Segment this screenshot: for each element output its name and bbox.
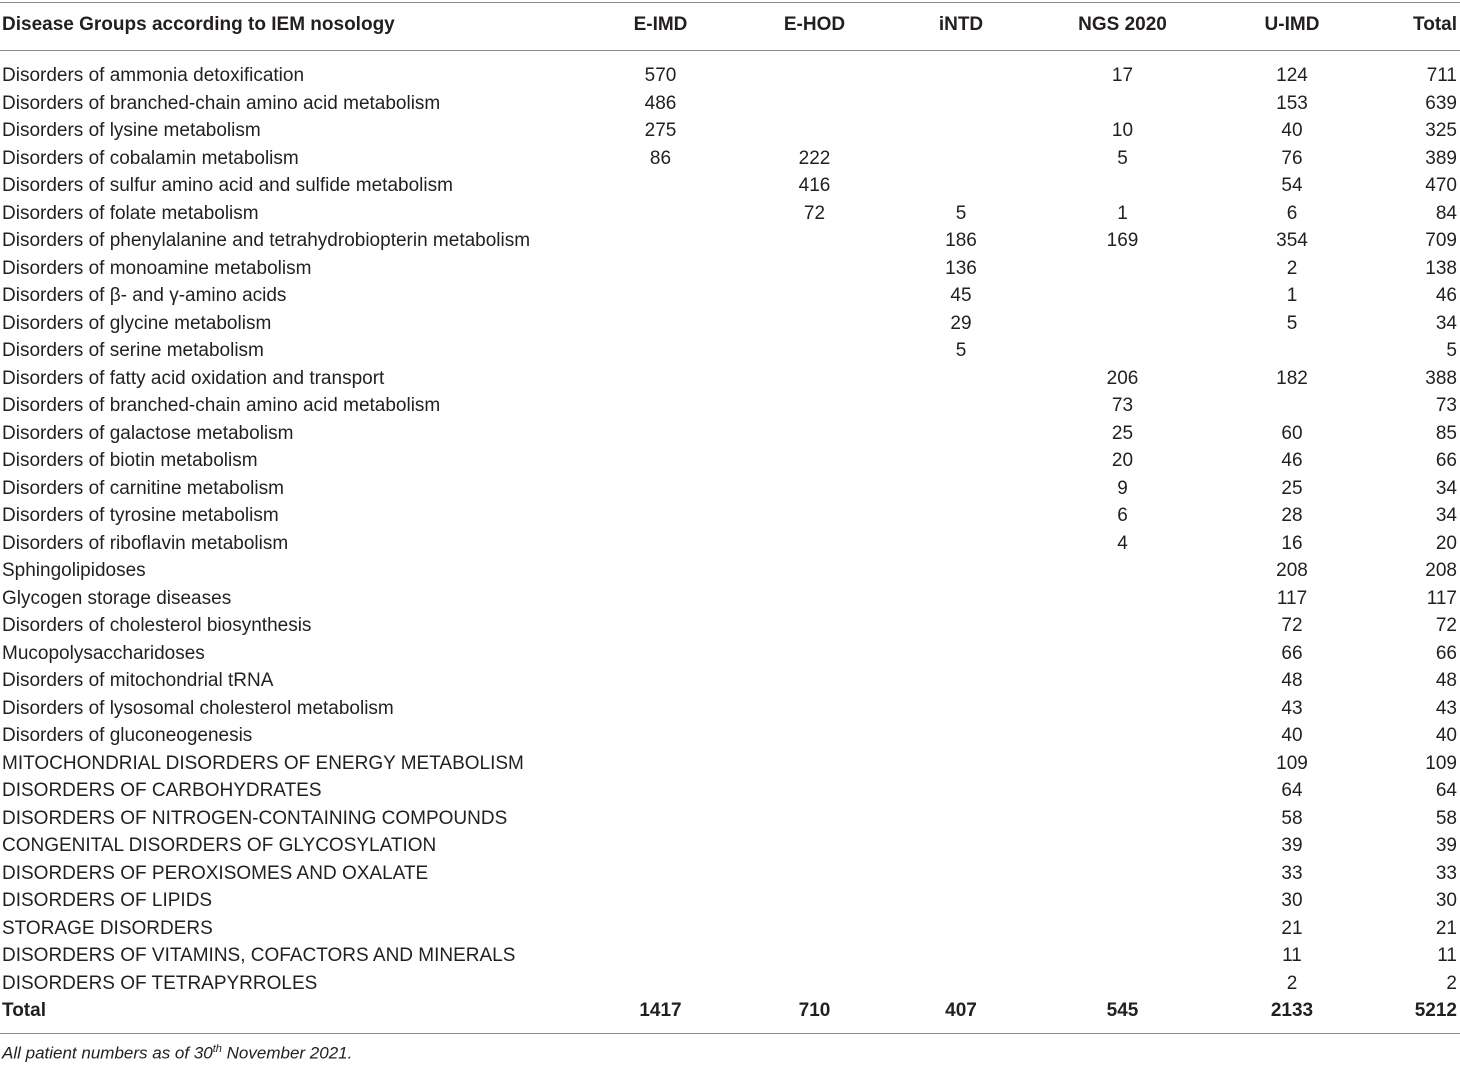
cell-disease-group: Disorders of tyrosine metabolism [2,505,279,526]
cell-disease-group: Disorders of serine metabolism [2,340,264,361]
cell-total: 138 [1425,257,1457,279]
cell-ngs-2020 [1026,970,1219,998]
cell-intd [896,475,1026,503]
cell-ngs-2020 [1026,887,1219,915]
cell-e-hod [733,502,896,530]
cell-u-imd: 66 [1281,642,1303,664]
cell-e-hod [733,915,896,943]
table-row [0,475,1460,503]
cell-e-imd [588,200,733,228]
cell-e-imd: 86 [649,147,672,169]
table-row [0,612,1460,640]
cell-u-imd: 6 [1286,202,1298,224]
cell-disease-group: Disorders of lysine metabolism [2,120,261,141]
cell-total: 711 [1426,65,1457,86]
cell-u-imd [1219,337,1365,365]
cell-intd [896,117,1026,145]
table-row [0,200,1460,228]
cell-e-imd [588,942,733,970]
cell-total: 5212 [1414,1000,1457,1021]
cell-total: 34 [1435,312,1457,334]
header-u-imd: U-IMD [1264,14,1320,35]
cell-intd: 45 [950,285,972,306]
cell-total: 709 [1425,230,1457,251]
cell-e-imd [588,887,733,915]
cell-intd: 5 [955,202,967,224]
cell-intd [896,942,1026,970]
cell-disease-group: Disorders of glycine metabolism [2,312,272,334]
cell-e-hod [733,970,896,998]
cell-e-imd [588,585,733,613]
cell-total: 58 [1435,807,1457,829]
table-row [0,585,1460,613]
cell-u-imd: 117 [1276,587,1308,609]
cell-e-hod [733,612,896,640]
cell-intd [896,420,1026,448]
cell-total: 85 [1435,422,1457,444]
table-row [0,970,1460,998]
cell-e-imd [588,310,733,338]
cell-intd [896,832,1026,860]
cell-e-hod: 416 [798,175,831,196]
table-row [0,942,1460,970]
cell-ngs-2020 [1026,942,1219,970]
cell-e-imd [588,805,733,833]
table-row [0,282,1460,310]
cell-disease-group: Disorders of riboflavin metabolism [2,532,289,554]
cell-e-hod [733,805,896,833]
cell-total: 389 [1425,147,1457,169]
cell-ngs-2020: 25 [1111,422,1134,444]
cell-total: 43 [1435,697,1457,719]
cell-intd [896,860,1026,888]
table-row [0,530,1460,558]
cell-u-imd: 30 [1281,890,1303,911]
cell-intd [896,915,1026,943]
table-row [0,915,1460,943]
cell-u-imd: 182 [1276,367,1308,389]
cell-total: 39 [1435,835,1457,856]
cell-disease-group: DISORDERS OF PEROXISOMES AND OXALATE [2,862,429,884]
table-row [0,172,1460,200]
cell-ngs-2020 [1026,915,1219,943]
cell-ngs-2020: 6 [1117,505,1128,526]
cell-intd [896,640,1026,668]
cell-ngs-2020 [1026,695,1219,723]
cell-e-hod [733,777,896,805]
table-row [0,227,1460,255]
cell-ngs-2020: 73 [1111,395,1134,416]
bottom-rule [0,1033,1460,1034]
cell-u-imd: 2133 [1270,1000,1314,1021]
cell-total: 208 [1425,560,1457,581]
cell-u-imd: 2 [1286,257,1298,279]
cell-u-imd: 11 [1282,945,1302,966]
cell-u-imd: 28 [1281,505,1303,526]
cell-intd [896,750,1026,778]
cell-disease-group: Disorders of biotin metabolism [2,450,258,471]
cell-ngs-2020: 5 [1117,147,1128,169]
cell-intd [896,805,1026,833]
cell-intd [896,612,1026,640]
cell-e-hod [733,90,896,118]
cell-total: 325 [1425,120,1457,141]
cell-e-imd [588,750,733,778]
cell-intd [896,777,1026,805]
cell-disease-group: DISORDERS OF LIPIDS [2,890,213,911]
table-row [0,860,1460,888]
cell-ngs-2020 [1026,585,1219,613]
cell-total: 30 [1435,890,1457,911]
cell-disease-group: Disorders of cholesterol biosynthesis [2,615,312,636]
cell-u-imd: 124 [1276,65,1308,86]
cell-total: 66 [1435,642,1457,664]
cell-total: 388 [1425,367,1457,389]
cell-disease-group: CONGENITAL DISORDERS OF GLYCOSYLATION [2,835,437,856]
cell-e-hod [733,62,896,90]
cell-e-hod [733,887,896,915]
cell-e-imd [588,282,733,310]
cell-e-imd [588,722,733,750]
cell-e-hod [733,640,896,668]
cell-intd: 136 [945,257,977,279]
cell-e-hod [733,942,896,970]
cell-e-imd [588,612,733,640]
cell-u-imd: 54 [1281,175,1303,196]
cell-u-imd: 208 [1276,560,1308,581]
cell-intd [896,502,1026,530]
cell-e-imd [588,227,733,255]
cell-disease-group: DISORDERS OF VITAMINS, COFACTORS AND MINERALS [2,945,516,966]
header-intd: iNTD [938,14,984,35]
cell-ngs-2020: 1 [1117,202,1128,224]
cell-e-imd: 1417 [639,1000,682,1021]
cell-total: 46 [1435,285,1457,306]
cell-intd [896,90,1026,118]
cell-e-imd [588,530,733,558]
table-row [0,420,1460,448]
cell-e-imd [588,365,733,393]
footnote-superscript: th [212,1043,222,1055]
cell-ngs-2020 [1026,667,1219,695]
cell-total: 639 [1425,92,1457,114]
cell-e-hod [733,475,896,503]
table-row [0,805,1460,833]
cell-e-hod [733,557,896,585]
cell-e-hod [733,282,896,310]
cell-ngs-2020: 169 [1106,230,1139,251]
cell-ngs-2020: 17 [1111,65,1134,86]
cell-intd: 407 [945,1000,977,1021]
cell-intd [896,887,1026,915]
cell-intd [896,62,1026,90]
cell-u-imd: 58 [1281,807,1303,829]
cell-e-hod [733,750,896,778]
cell-u-imd: 46 [1281,450,1303,471]
cell-intd: 186 [945,230,977,251]
cell-e-imd [588,970,733,998]
cell-ngs-2020 [1026,860,1219,888]
cell-total: 33 [1435,862,1457,884]
cell-total: 66 [1435,450,1457,471]
cell-disease-group: Disorders of monoamine metabolism [2,257,312,279]
cell-intd: 29 [950,312,972,334]
cell-disease-group: Glycogen storage diseases [2,587,232,609]
cell-e-hod [733,447,896,475]
cell-ngs-2020 [1026,557,1219,585]
cell-e-hod [733,420,896,448]
table-row [0,640,1460,668]
cell-e-hod [733,530,896,558]
cell-disease-group: Total [2,1000,46,1021]
cell-ngs-2020 [1026,337,1219,365]
cell-total: 73 [1435,395,1457,416]
cell-u-imd: 76 [1281,147,1303,169]
cell-ngs-2020: 4 [1117,532,1128,554]
table-row [0,667,1460,695]
cell-e-imd [588,502,733,530]
cell-e-imd [588,557,733,585]
table-row [0,447,1460,475]
table-row [0,722,1460,750]
cell-e-imd [588,475,733,503]
cell-u-imd: 72 [1281,615,1303,636]
cell-total: 109 [1425,752,1457,774]
cell-total: 34 [1435,505,1457,526]
cell-intd [896,365,1026,393]
cell-disease-group: Disorders of folate metabolism [2,202,259,224]
header-total: Total [1413,14,1457,35]
cell-e-hod [733,337,896,365]
cell-total: 84 [1435,202,1457,224]
cell-e-hod [733,667,896,695]
footnote [2,1043,352,1064]
cell-intd [896,722,1026,750]
cell-intd [896,695,1026,723]
cell-e-hod [733,392,896,420]
cell-e-hod [733,860,896,888]
cell-ngs-2020 [1026,640,1219,668]
cell-e-imd [588,447,733,475]
cell-ngs-2020: 10 [1111,120,1134,141]
cell-ngs-2020 [1026,282,1219,310]
cell-u-imd: 33 [1281,862,1303,884]
cell-ngs-2020 [1026,777,1219,805]
cell-u-imd: 48 [1281,670,1303,691]
cell-e-hod [733,832,896,860]
cell-u-imd: 39 [1281,835,1303,856]
cell-total: 72 [1435,615,1457,636]
cell-ngs-2020: 20 [1111,450,1134,471]
table-row [0,145,1460,173]
cell-disease-group: Disorders of galactose metabolism [2,422,294,444]
cell-disease-group: Disorders of sulfur amino acid and sulfide metabolism [2,175,453,196]
cell-disease-group: Sphingolipidoses [2,560,146,581]
cell-intd [896,585,1026,613]
table-row [0,777,1460,805]
cell-e-imd: 486 [644,92,677,114]
cell-e-hod: 72 [803,202,826,224]
cell-u-imd: 2 [1286,972,1298,994]
cell-ngs-2020: 545 [1106,1000,1139,1021]
cell-intd [896,392,1026,420]
cell-intd [896,172,1026,200]
header-e-hod: E-HOD [783,14,846,35]
cell-e-imd [588,420,733,448]
cell-u-imd: 64 [1281,780,1303,801]
cell-total: 48 [1435,670,1457,691]
cell-ngs-2020 [1026,310,1219,338]
cell-disease-group: Disorders of fatty acid oxidation and transport [2,367,385,389]
cell-disease-group: Disorders of cobalamin metabolism [2,147,299,169]
total-row [0,997,1460,1025]
table-row [0,365,1460,393]
cell-disease-group: DISORDERS OF NITROGEN-CONTAINING COMPOUNDS [2,807,508,829]
cell-e-imd [588,640,733,668]
table-row [0,557,1460,585]
table-row [0,337,1460,365]
cell-u-imd: 5 [1286,312,1298,334]
cell-e-imd: 275 [644,120,677,141]
cell-e-imd [588,337,733,365]
cell-u-imd: 60 [1281,422,1303,444]
cell-e-hod [733,365,896,393]
header-disease-groups: Disease Groups according to IEM nosology [2,14,395,35]
cell-disease-group: Disorders of ammonia detoxification [2,65,305,86]
cell-ngs-2020: 9 [1117,477,1128,499]
cell-intd [896,447,1026,475]
cell-u-imd: 43 [1281,697,1303,719]
header-row [0,0,1460,50]
cell-intd [896,667,1026,695]
cell-disease-group: MITOCHONDRIAL DISORDERS OF ENERGY METABOLISM [2,752,524,774]
cell-e-hod [733,117,896,145]
table-row [0,695,1460,723]
cell-disease-group: Disorders of carnitine metabolism [2,477,284,499]
cell-u-imd [1219,392,1365,420]
cell-disease-group: Disorders of phenylalanine and tetrahydrobiopterin metabolism [2,230,531,251]
table-row [0,502,1460,530]
cell-u-imd: 21 [1281,917,1303,939]
spacer-row [0,50,1460,62]
cell-total: 11 [1437,945,1457,966]
cell-e-hod [733,585,896,613]
cell-intd [896,530,1026,558]
cell-u-imd: 354 [1276,230,1308,251]
cell-total: 5 [1446,340,1457,361]
cell-disease-group: DISORDERS OF TETRAPYRROLES [2,972,318,994]
cell-total: 64 [1435,780,1457,801]
cell-disease-group: Disorders of β- and γ-amino acids [2,285,287,306]
cell-intd [896,970,1026,998]
cell-e-imd [588,667,733,695]
footnote-text: All patient numbers as of 30 [2,1043,213,1063]
table-row [0,62,1460,90]
cell-intd: 5 [955,340,967,361]
cell-total: 21 [1435,917,1457,939]
cell-ngs-2020 [1026,612,1219,640]
header-ngs-2020: NGS 2020 [1078,14,1167,35]
table-row [0,887,1460,915]
cell-e-hod [733,722,896,750]
cell-e-hod: 222 [798,147,831,169]
table-row [0,392,1460,420]
cell-ngs-2020 [1026,750,1219,778]
cell-ngs-2020 [1026,255,1219,283]
cell-disease-group: Disorders of branched-chain amino acid metabolism [2,92,441,114]
cell-e-imd [588,255,733,283]
cell-u-imd: 109 [1276,752,1308,774]
cell-u-imd: 25 [1281,477,1303,499]
cell-total: 2 [1446,972,1457,994]
cell-ngs-2020 [1026,805,1219,833]
cell-e-hod [733,695,896,723]
cell-disease-group: Disorders of mitochondrial tRNA [2,670,274,691]
cell-e-imd [588,777,733,805]
cell-e-hod: 710 [798,1000,831,1021]
cell-ngs-2020: 206 [1106,367,1139,389]
cell-disease-group: STORAGE DISORDERS [2,917,213,939]
cell-u-imd: 153 [1276,92,1308,114]
cell-total: 34 [1435,477,1457,499]
cell-total: 470 [1425,175,1457,196]
table-row [0,90,1460,118]
table-row [0,255,1460,283]
footnote-text-end: November 2021. [221,1043,353,1063]
cell-ngs-2020 [1026,172,1219,200]
cell-disease-group: Disorders of branched-chain amino acid metabolism [2,395,441,416]
cell-u-imd: 16 [1281,532,1303,554]
cell-total: 20 [1435,532,1457,554]
cell-disease-group: Disorders of gluconeogenesis [2,725,253,746]
cell-disease-group: Mucopolysaccharidoses [2,642,205,664]
cell-e-imd [588,172,733,200]
header-e-imd: E-IMD [633,14,688,35]
cell-disease-group: Disorders of lysosomal cholesterol metabolism [2,697,394,719]
cell-e-hod [733,255,896,283]
table-row [0,750,1460,778]
cell-ngs-2020 [1026,722,1219,750]
cell-u-imd: 40 [1281,120,1303,141]
cell-intd [896,145,1026,173]
cell-ngs-2020 [1026,90,1219,118]
cell-total: 40 [1435,725,1457,746]
table-row [0,310,1460,338]
cell-ngs-2020 [1026,832,1219,860]
table-row [0,117,1460,145]
cell-disease-group: DISORDERS OF CARBOHYDRATES [2,780,322,801]
cell-e-imd: 570 [644,65,677,86]
cell-e-imd [588,860,733,888]
cell-u-imd: 40 [1281,725,1303,746]
cell-e-hod [733,227,896,255]
cell-e-imd [588,392,733,420]
table-row [0,832,1460,860]
cell-total: 117 [1426,587,1457,609]
cell-e-imd [588,832,733,860]
cell-u-imd: 1 [1286,285,1298,306]
cell-intd [896,557,1026,585]
cell-e-imd [588,695,733,723]
cell-e-imd [588,915,733,943]
cell-e-hod [733,310,896,338]
